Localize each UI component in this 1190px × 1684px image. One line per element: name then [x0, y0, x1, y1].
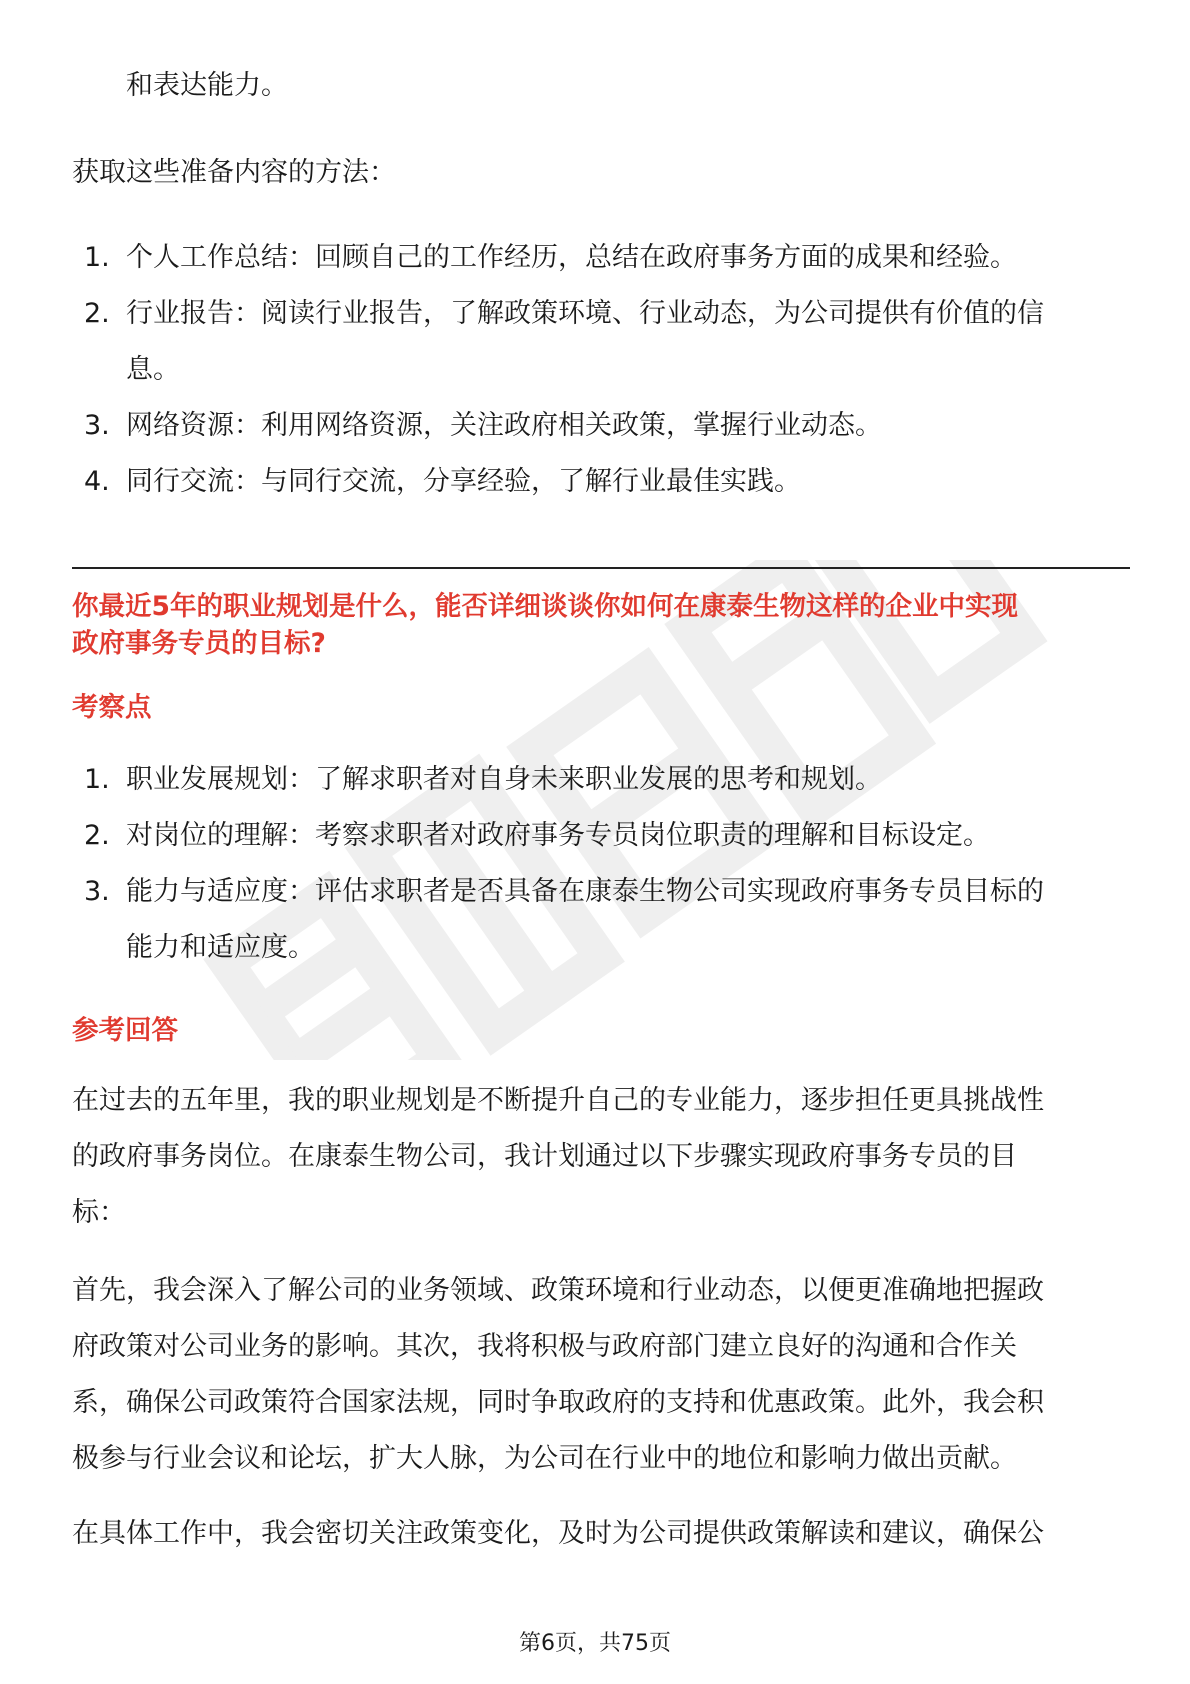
list-number: 3.: [84, 876, 110, 907]
list-item: [72, 808, 1132, 864]
list-number: 3.: [84, 410, 110, 441]
list-item-text: 能力和适应度。: [126, 932, 315, 963]
section-divider: [72, 567, 1130, 569]
paragraph-line: 极参与行业会议和论坛，扩大人脉，为公司在行业中的地位和影响力做出贡献。: [72, 1443, 1017, 1474]
paragraph-line: 在具体工作中，我会密切关注政策变化，及时为公司提供政策解读和建议，确保公: [72, 1518, 1044, 1549]
points-heading: 考察点: [72, 692, 152, 723]
answer-paragraph: [72, 1506, 1044, 1562]
list-item: [72, 230, 1132, 286]
list-item: [72, 454, 1132, 510]
list-item-text: 对岗位的理解：考察求职者对政府事务专员岗位职责的理解和目标设定。: [126, 820, 990, 851]
list-item-text: 行业报告：阅读行业报告，了解政策环境、行业动态，为公司提供有价值的信: [126, 298, 1044, 329]
methods-intro: 获取这些准备内容的方法：: [72, 157, 396, 188]
points-list: [72, 752, 1132, 976]
paragraph-continuation: 和表达能力。: [126, 70, 288, 101]
answer-heading: 参考回答: [72, 1015, 178, 1046]
paragraph-line: 系，确保公司政策符合国家法规，同时争取政府的支持和优惠政策。此外，我会积: [72, 1387, 1044, 1418]
question-line: 你最近5年的职业规划是什么，能否详细谈谈你如何在康泰生物这样的企业中实现: [72, 591, 1018, 622]
list-number: 2.: [84, 820, 110, 851]
list-number: 1.: [84, 764, 110, 795]
list-number: 1.: [84, 242, 110, 273]
paragraph-line: 府政策对公司业务的影响。其次，我将积极与政府部门建立良好的沟通和合作关: [72, 1331, 1017, 1362]
list-item: [72, 752, 1132, 808]
answer-paragraph: [72, 1073, 1044, 1241]
list-number: 4.: [84, 466, 110, 497]
page-number-footer: 第6页，共75页: [519, 1631, 671, 1656]
list-item-text: 同行交流：与同行交流，分享经验，了解行业最佳实践。: [126, 466, 801, 497]
list-item-text: 网络资源：利用网络资源，关注政府相关政策，掌握行业动态。: [126, 410, 882, 441]
list-item: [72, 286, 1132, 398]
paragraph-line: 在过去的五年里，我的职业规划是不断提升自己的专业能力，逐步担任更具挑战性: [72, 1085, 1044, 1116]
paragraph-line: 的政府事务岗位。在康泰生物公司，我计划通过以下步骤实现政府事务专员的目: [72, 1141, 1017, 1172]
list-item-text: 能力与适应度：评估求职者是否具备在康泰生物公司实现政府事务专员目标的: [126, 876, 1044, 907]
list-item: [72, 864, 1132, 976]
question-line: 政府事务专员的目标?: [72, 628, 326, 659]
list-item-text: 个人工作总结：回顾自己的工作经历，总结在政府事务方面的成果和经验。: [126, 242, 1017, 273]
list-item: [72, 398, 1132, 454]
paragraph-line: 首先，我会深入了解公司的业务领域、政策环境和行业动态，以便更准确地把握政: [72, 1275, 1044, 1306]
list-item-text: 息。: [126, 354, 180, 385]
question-heading: [72, 588, 1132, 662]
list-item-text: 职业发展规划：了解求职者对自身未来职业发展的思考和规划。: [126, 764, 882, 795]
answer-paragraph: [72, 1263, 1044, 1487]
methods-list: [72, 230, 1132, 510]
list-number: 2.: [84, 298, 110, 329]
paragraph-line: 标：: [72, 1197, 126, 1228]
